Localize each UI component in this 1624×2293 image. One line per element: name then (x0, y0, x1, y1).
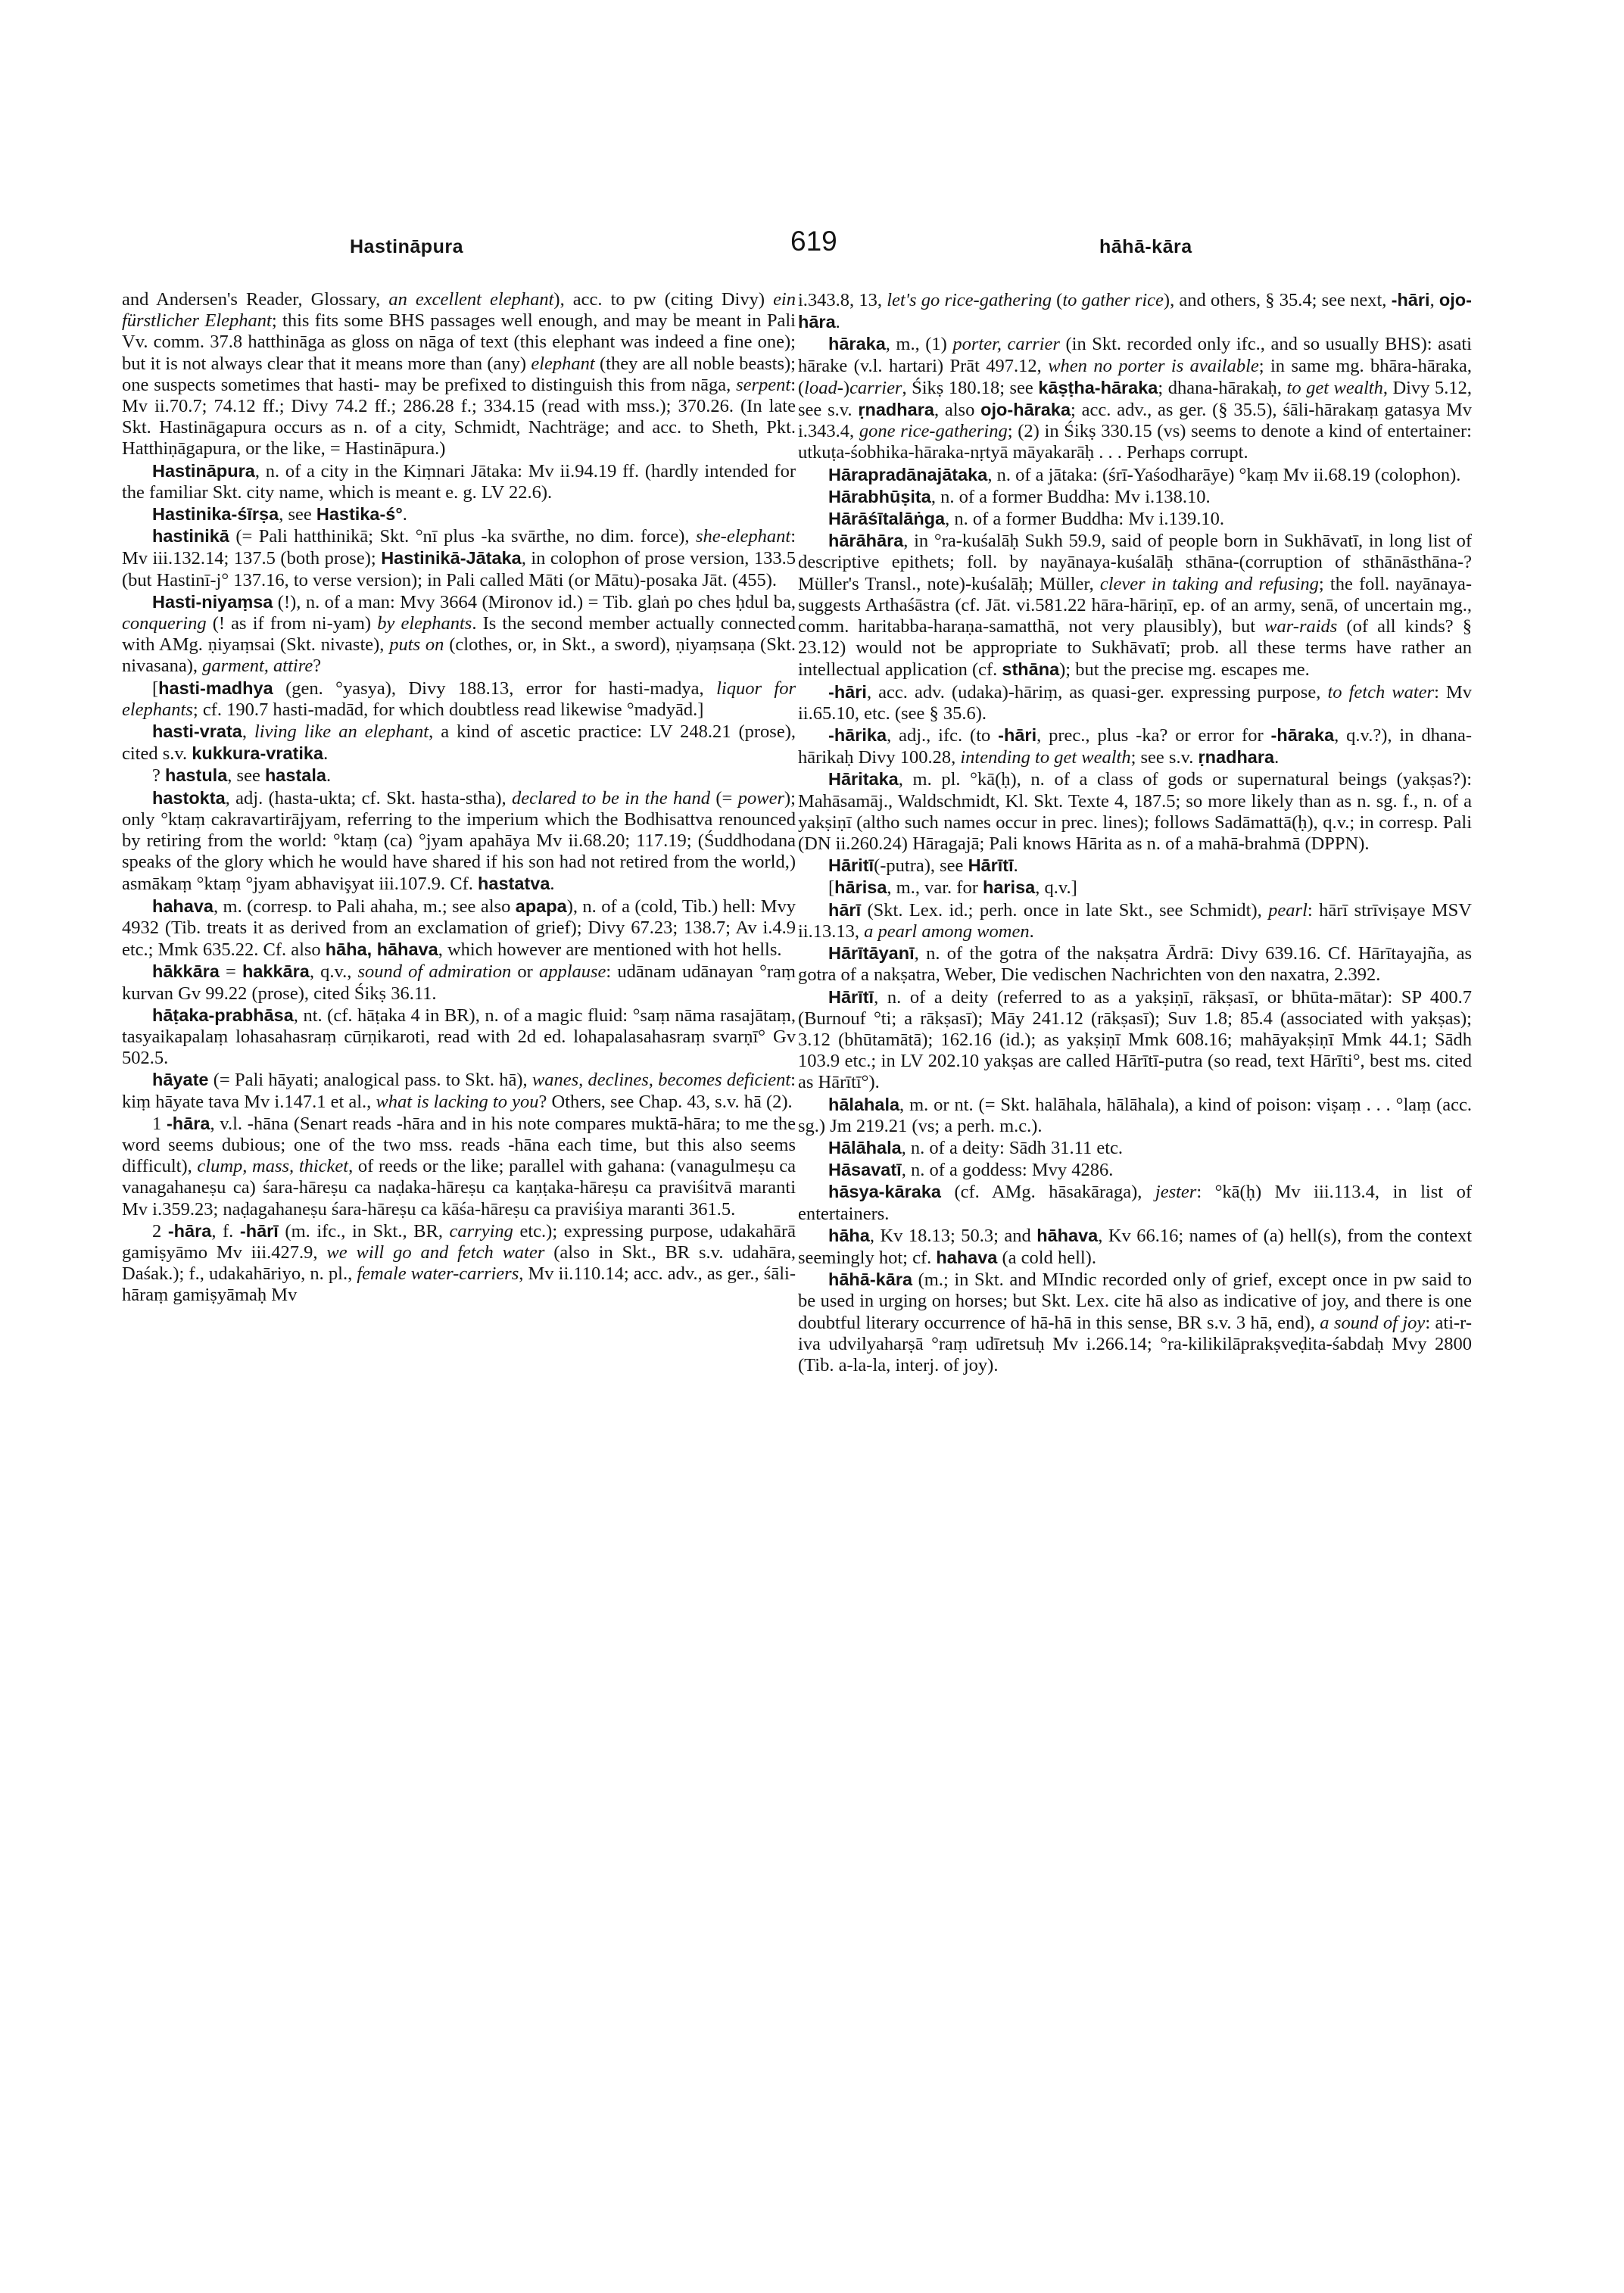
running-head-right: hāhā-kāra (1099, 236, 1192, 257)
dictionary-entry: Hālāhala, n. of a deity: Sādh 31.11 etc. (828, 1137, 1124, 1158)
dictionary-entry: hahava, m. (corresp. to Pali ahaha, m.; see also apapa), n. of a (cold, Tib.) hell: Mvy 4932 (Tib. treats it as derived from an exclamation of grief); Divy 67.23; 138.7; Av i.4.9 etc.; Mmk 635.22. Cf. also hāha, hāhava, which however are mentioned with hot hells. (122, 896, 796, 961)
dictionary-entry: -hāri, acc. adv. (udaka)-hāriṃ, as quasi-ger. expressing purpose, to fetch water: Mv ii.65.10, etc. (see § 35.6). (798, 681, 1473, 724)
dictionary-entry: Hārītāyanī, n. of the gotra of the nakṣatra Ārdrā: Divy 639.16. Cf. Hārītayajña, as gotra of a nakṣatra, Weber, Die vedischen Nachrichten von den naxatra, 2.392. (798, 943, 1472, 986)
dictionary-entry: hāsya-kāraka (cf. AMg. hāsakāraga), jester: °kā(ḥ) Mv iii.113.4, in list of entertainers. (798, 1182, 1472, 1224)
dictionary-entry: hāyate (= Pali hāyati; analogical pass. to Skt. hā), wanes, declines, becomes deficient: kiṃ hāyate tava Mv i.147.1 et al., what is lacking to you? Others, see Chap. 43, s.v. hā (2). (122, 1070, 796, 1112)
dictionary-entry: hāṭaka-prabhāsa, nt. (cf. hāṭaka 4 in BR), n. of a magic fluid: °saṃ nāma rasajātaṃ, tasyaikapalaṃ lohasahasraṃ cūrṇikaroti, read with 2d ed. lohapalasahasraṃ svarṇī° Gv 502.5. (122, 1005, 796, 1069)
dictionary-entry: hāha, Kv 18.13; 50.3; and hāhava, Kv 66.16; names of (a) hell(s), from the context seemingly hot; cf. hahava (a cold hell). (798, 1225, 1473, 1268)
dictionary-entry: hasti-vrata, living like an elephant, a kind of ascetic practice: LV 248.21 (prose), cited s.v. kukkura-vratika. (122, 721, 796, 765)
dictionary-entry: Hārabhūṣita, n. of a former Buddha: Mv i.138.10. (828, 486, 1211, 507)
dictionary-entry: Hārītī, n. of a deity (referred to as a yakṣiṇī, rākṣasī, or bhūta-mātar): SP 400.7 (Burnouf °ti; a rākṣasī); Māy 241.12 (rākṣasī); Suv 1.8; 85.4 (associated with yakṣas); 3.12 (bhūtamātā); 162.16 (id.); as yakṣiṇī Mmk 608.16; mahāyakṣiṇī Mmk 44.1; Sādh 103.9 etc.; in LV 202.10 yakṣas are called Hārītī-putra (so read, text Hārīti°, best ms. cited as Hārītī°). (798, 986, 1472, 1093)
dictionary-entry: Hāritaka, m. pl. °kā(ḥ), n. of a class of gods or supernatural beings (yakṣas?): Mahāsamāj., Waldschmidt, Kl. Skt. Texte 4, 187.5; so more likely than as n. sg. f., n. of a yakṣiṇī (altho such names occur in prec. lines); follows Sadāmattā(ḥ), q.v.; in corresp. Pali (DN ii.260.24) Hāragajā; Pali knows Hārita as n. of a mahā-brahmā (DPPN). (798, 769, 1472, 855)
dictionary-entry: Hāsavatī, n. of a goddess: Mvy 4286. (828, 1160, 1114, 1181)
dictionary-entry: 2 -hāra, f. -hārī (m. ifc., in Skt., BR, carrying etc.); expressing purpose, udakahārā gamiṣyāmo Mv iii.427.9, we will go and fetch water (also in Skt., BR s.v. udahāra, Daśak.); f., udakahāriyo, n. pl., female water-carriers, Mv ii.110.14; acc. adv., as ger., śāli-hāraṃ gamiṣyāmaḥ Mv (122, 1220, 796, 1306)
dictionary-entry: Hastināpura, n. of a city in the Kiṃnari Jātaka: Mv ii.94.19 ff. (hardly intended for the familiar Skt. city name, which is meant e. g. LV 22.6). (122, 460, 796, 503)
dictionary-entry: ? hastula, see hastala. (152, 765, 332, 787)
dictionary-entry: Hastinika-śīrṣa, see Hastika-ś°. (152, 504, 407, 525)
dictionary-entry: hālahala, m. or nt. (= Skt. halāhala, hālāhala), a kind of poison: viṣaṃ . . . °laṃ (acc. sg.) Jm 219.21 (vs; a perh. m.c.). (798, 1094, 1472, 1136)
left-column (122, 289, 796, 1307)
dictionary-entry: -hārika, adj., ifc. (to -hāri, prec., plus -ka? or error for -hāraka, q.v.?), in dhana-hārikaḥ Divy 100.28, intending to get wealth; see s.v. ṛnadhara. (798, 725, 1472, 768)
dictionary-entry: and Andersen's Reader, Glossary, an excellent elephant), acc. to pw (citing Divy) ein fürstlicher Elephant; this fits some BHS passages well enough, and may be meant in Pali Vv. comm. 37.8 hatthināga as gloss on nāga of text (this elephant was indeed a fine one); but it is not always clear that it means more than (any) elephant (they are all noble beasts); one suspects sometimes that hasti- may be prefixed to distinguish this from nāga, serpent: Mv ii.70.7; 74.12 ff.; Divy 74.2 ff.; 286.28 f.; 334.15 (read with mss.); 370.26. (In late Skt. Hastināgapura occurs as n. of a city, Schmidt, Nachträge; and acc. to Sheth, Pkt. Hatthiṇāgapura, or the like, = Hastināpura.) (122, 289, 796, 460)
dictionary-entry: [hasti-madhya (gen. °yasya), Divy 188.13, error for hasti-madya, liquor for elephants; cf. 190.7 hasti-madād, for which doubtless read likewise °madyād.] (122, 678, 796, 720)
dictionary-entry: 1 -hāra, v.l. -hāna (Senart reads -hāra and in his note compares muktā-hāra; to me the word seems dubious; one of the two mss. reads -hāna each time, but this also seems difficult), clump, mass, thicket, of reeds or the like; parallel with gahana: (vanagulmeṣu ca vanagahaneṣu ca) śara-hāreṣu ca naḍaka-hāreṣu ca kaṇṭaka-hāreṣu ca praviśitvā maranti Mv i.359.23; naḍagahaneṣu śara-hāreṣu ca kāśa-hāreṣu ca praviśiya maranti 361.5. (122, 1113, 796, 1220)
dictionary-entry: hārī (Skt. Lex. id.; perh. once in late Skt., see Schmidt), pearl: hārī strīviṣaye MSV ii.13.13, a pearl among women. (798, 899, 1472, 942)
dictionary-entry: hastinikā (= Pali hatthinikā; Skt. °nī plus -ka svārthe, no dim. force), she-elephant: Mv iii.132.14; 137.5 (both prose); Hastinikā-Jātaka, in colophon of prose version, 133.5 (but Hastinī-j° 137.16, to verse version); in Pali called Māti (or Mātu)-posaka Jāt. (455). (122, 526, 796, 590)
page-number: 619 (790, 226, 837, 257)
right-column (798, 289, 1472, 1376)
dictionary-entry: Hārāśītalāṅga, n. of a former Buddha: Mv i.139.10. (828, 509, 1224, 530)
dictionary-entry: hārāhāra, in °ra-kuśalāḥ Sukh 59.9, said of people born in Sukhāvatī, in long list of descriptive epithets; foll. by nayānaya-kuśalāḥ sthāna-(corruption of sthānāsthāna-? Müller's Transl., note)-kuśalāḥ; Müller, clever in taking and refusing; the foll. nayānaya- suggests Arthaśāstra (cf. Jāt. vi.581.22 hāra-hāriṇī, ep. of an army, senā, of uncertain mg., comm. haritabba-haraṇa-samatthā, not very plausibly), but war-raids (of all kinds? § 23.12) would not be appropriate to Sukhāvatī; prob. all these terms have rather an intellectual application (cf. sthāna); but the precise mg. escapes me. (798, 531, 1473, 681)
dictionary-entry: Hasti-niyaṃsa (!), n. of a man: Mvy 3664 (Mironov id.) = Tib. glaṅ po ches ḥdul ba, conquering (! as if from ni-yam) by elephants. Is the second member actually connected with AMg. ṇiyaṃsai (Skt. nivaste), puts on (clothes, or, in Skt., a sword), ṇiyaṃsaṇa (Skt. nivasana), garment, attire? (122, 591, 796, 677)
dictionary-entry: i.343.8, 13, let's go rice-gathering (to gather rice), and others, § 35.4; see next, -hāri, ojo-hāra. (798, 290, 1472, 333)
running-head-left: Hastināpura (350, 236, 463, 257)
dictionary-entry: hāhā-kāra (m.; in Skt. and MIndic recorded only of grief, except once in pw said to be used in urging on horses; but Skt. Lex. cite hā also as indicative of joy, and there is one doubtful literary occurrence of hā-hā in this sense, BR s.v. 3 hā, end), a sound of joy: ati-r-iva udvilyaharṣā °raṃ udīretsuḥ Mv i.266.14; °ra-kilikilāprakṣveḍita-śabdaḥ Mvy 2800 (Tib. a-la-la, interj. of joy). (798, 1270, 1473, 1375)
dictionary-entry: hastokta, adj. (hasta-ukta; cf. Skt. hasta-stha), declared to be in the hand (= power); only °ktaṃ cakravartirājyam, referring to the imperium which the Bodhisattva renounced by retiring from the world: °ktaṃ (ca) °jyam apahāya Mv ii.68.20; 117.19; (Śuddhodana speaks of the glory which he would have shared if his son had not retired from the world,) asmākaṃ °ktaṃ °jyam abhavişyat iii.107.9. Cf. hastatva. (122, 787, 796, 895)
dictionary-entry: hākkāra = hakkāra, q.v., sound of admiration or applause: udānam udānayan °raṃ kurvan Gv 99.22 (prose), cited Śikṣ 36.11. (122, 961, 796, 1004)
dictionary-entry: [hārisa, m., var. for harisa, q.v.] (828, 877, 1077, 899)
dictionary-entry: hāraka, m., (1) porter, carrier (in Skt. recorded only ifc., and so usually BHS): asati hārake (v.l. hartari) Prāt 497.12, when no porter is available; in same mg. bhāra-hāraka, (load-)carrier, Śikṣ 180.18; see kāṣṭha-hāraka; dhana-hārakaḥ, to get wealth, Divy 5.12, see s.v. ṛnadhara, also ojo-hāraka; acc. adv., as ger. (§ 35.5), śāli-hārakaṃ gatasya Mv i.343.4, gone rice-gathering; (2) in Śikṣ 330.15 (vs) seems to denote a kind of entertainer: utkuṭa-śobhika-hāraka-nṛtyā māyakarāḥ . . . Perhaps corrupt. (798, 334, 1473, 463)
dictionary-entry: Hāritī(-putra), see Hārītī. (828, 855, 1018, 877)
dictionary-entry: Hārapradānajātaka, n. of a jātaka: (śrī-Yaśodharāye) °kaṃ Mv ii.68.19 (colophon). (828, 464, 1461, 485)
